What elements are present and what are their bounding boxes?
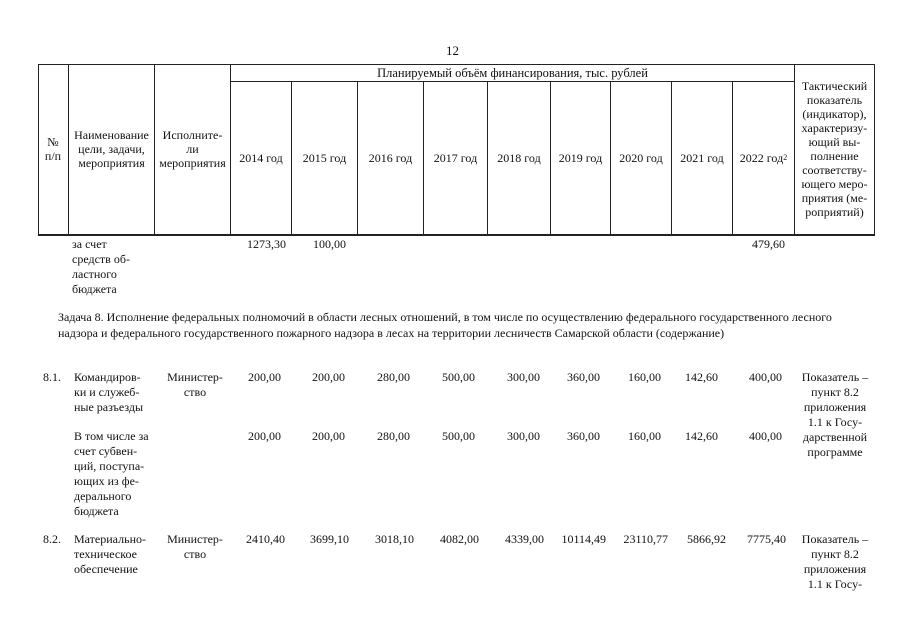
row-indicator: Показатель – пункт 8.2 приложения 1.1 к Госу- дарственной программе xyxy=(801,370,869,459)
header-year-2015: 2015 год xyxy=(302,151,347,165)
row-value: 200,00 xyxy=(312,370,345,384)
row-value: 200,00 xyxy=(248,429,281,443)
row-value: 160,00 xyxy=(628,429,661,443)
header-year-2018: 2018 год xyxy=(497,151,541,165)
header-year-2020: 2020 год xyxy=(619,151,663,165)
page-number: 12 xyxy=(446,43,459,58)
row-number: 8.1. xyxy=(43,370,61,384)
row-value: 23110,77 xyxy=(623,532,668,546)
row-name: В том числе за счет субвен- ций, поступа- ющих из фе- дерального бюджета xyxy=(74,429,149,518)
header-indicator: Тактический показатель (индикатор), характеризу- ющий вы- полнение соответству- ющего меро- приятия (ме- роприятий) xyxy=(801,79,868,219)
row-indicator: Показатель – пункт 8.2 приложения 1.1 к Госу- xyxy=(801,532,869,591)
table-header xyxy=(38,64,875,236)
row-value: 2410,40 xyxy=(246,532,285,546)
row-value: 200,00 xyxy=(248,370,281,384)
row-value: 7775,40 xyxy=(747,532,786,546)
header-num: № п/п xyxy=(44,135,62,163)
row-value: 4339,00 xyxy=(505,532,544,546)
row-value: 3699,10 xyxy=(310,532,349,546)
header-year-2014: 2014 год xyxy=(239,151,283,165)
row-value: 360,00 xyxy=(567,429,600,443)
row-value: 280,00 xyxy=(377,429,410,443)
row-value: 5866,92 xyxy=(687,532,726,546)
row-executor: Министер- ство xyxy=(167,532,223,561)
row-value: 300,00 xyxy=(507,370,540,384)
header-year-2017: 2017 год xyxy=(433,151,478,165)
task-heading: Задача 8. Исполнение федеральных полномочий в области лесных отношений, в том числе по осуществлению федерального государственного лесного надзора и федерального государственного пожарного надзора в лесах на территории лесничеств Самарской области (содержание) xyxy=(58,310,832,340)
header-year-2021: 2021 год xyxy=(680,151,724,165)
carry-value-2014: 1273,30 xyxy=(247,237,286,251)
carry-value-2022: 479,60 xyxy=(752,237,785,251)
header-name: Наименование цели, задачи, мероприятия xyxy=(74,128,149,170)
row-number: 8.2. xyxy=(43,532,61,546)
row-name: Командиров- ки и служеб- ные разъезды xyxy=(74,370,144,414)
carry-value-2015: 100,00 xyxy=(313,237,346,251)
row-executor: Министер- ство xyxy=(167,370,223,399)
row-value: 360,00 xyxy=(567,370,600,384)
header-year-2022: 2022 год 2 xyxy=(739,151,788,165)
header-funding: Планируемый объём финансирования, тыс. рублей xyxy=(377,65,648,80)
row-value: 142,60 xyxy=(685,429,718,443)
row-value: 200,00 xyxy=(312,429,345,443)
row-name: Материально- техническое обеспечение xyxy=(74,532,146,576)
row-value: 280,00 xyxy=(377,370,410,384)
row-value: 500,00 xyxy=(442,370,475,384)
row-value: 400,00 xyxy=(749,429,782,443)
row-value: 4082,00 xyxy=(440,532,479,546)
header-year-2016: 2016 год xyxy=(368,151,413,165)
row-value: 300,00 xyxy=(507,429,540,443)
row-value: 160,00 xyxy=(628,370,661,384)
carry-row-name: за счет средств об- ластного бюджета xyxy=(72,237,130,296)
row-value: 10114,49 xyxy=(561,532,606,546)
row-value: 3018,10 xyxy=(375,532,414,546)
row-value: 400,00 xyxy=(749,370,782,384)
header-year-2019: 2019 год xyxy=(558,151,603,165)
header-executor: Исполните- ли мероприятия xyxy=(159,128,226,170)
row-value: 500,00 xyxy=(442,429,475,443)
row-value: 142,60 xyxy=(685,370,718,384)
